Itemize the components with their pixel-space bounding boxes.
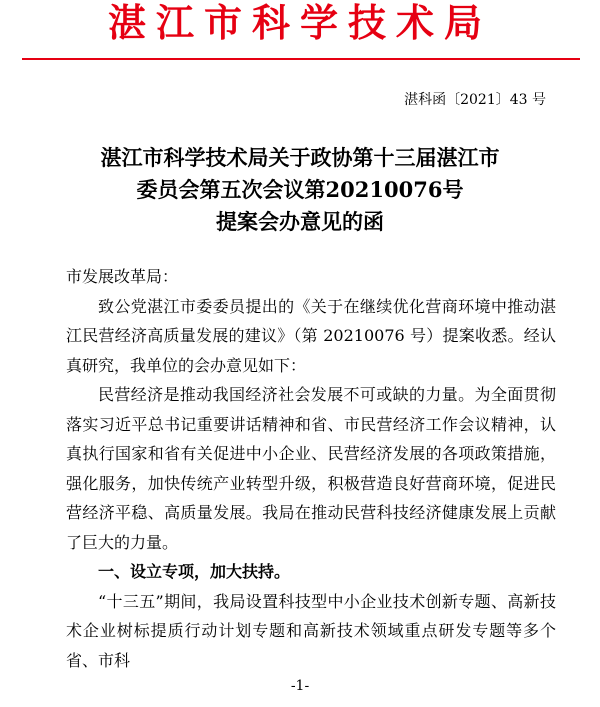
document-title [0, 142, 600, 238]
section-1-paragraph: “十三五”期间，我局设置科技型中小企业技术创新专题、高新技术企业树标提质行动计划专题和高新技术领域重点研发专题等多个省、市科 [66, 591, 556, 670]
paragraph-background: 民营经济是推动我国经济社会发展不可或缺的力量。为全面贯彻落实习近平总书记重要讲话精神和省、市民营经济工作会议精神，认真执行国家和省有关促进中小企业、民营经济发展的各项政策措施，强化服务，加快传统产业转型升级，积极营造良好营商环境，促进民营经济平稳、高质量发展。我局在推动民营科技经济健康发展上贡献了巨大的力量。 [66, 385, 556, 552]
title-line-1: 湛江市科学技术局关于政协第十三届湛江市 [100, 145, 500, 170]
section-heading-1: 一、设立专项，加大扶持。 [98, 562, 291, 581]
salutation: 市发展改革局： [66, 267, 179, 286]
document-body [66, 262, 556, 675]
letterhead-red-rule [22, 58, 580, 60]
page-number: -1- [290, 678, 310, 694]
title-line-3: 提案会办意见的函 [216, 209, 384, 234]
document-number: 湛科函〔2021〕43 号 [404, 92, 546, 108]
title-line-2: 委员会第五次会议第20210076号 [136, 177, 464, 202]
paragraph-intro: 致公党湛江市委委员提出的《关于在继续优化营商环境中推动湛江民营经济高质量发展的建议》（第 20210076 号）提案收悉。经认真研究，我单位的会办意见如下： [66, 296, 556, 375]
letterhead-org-name: 湛江市科学技术局 [107, 0, 492, 45]
